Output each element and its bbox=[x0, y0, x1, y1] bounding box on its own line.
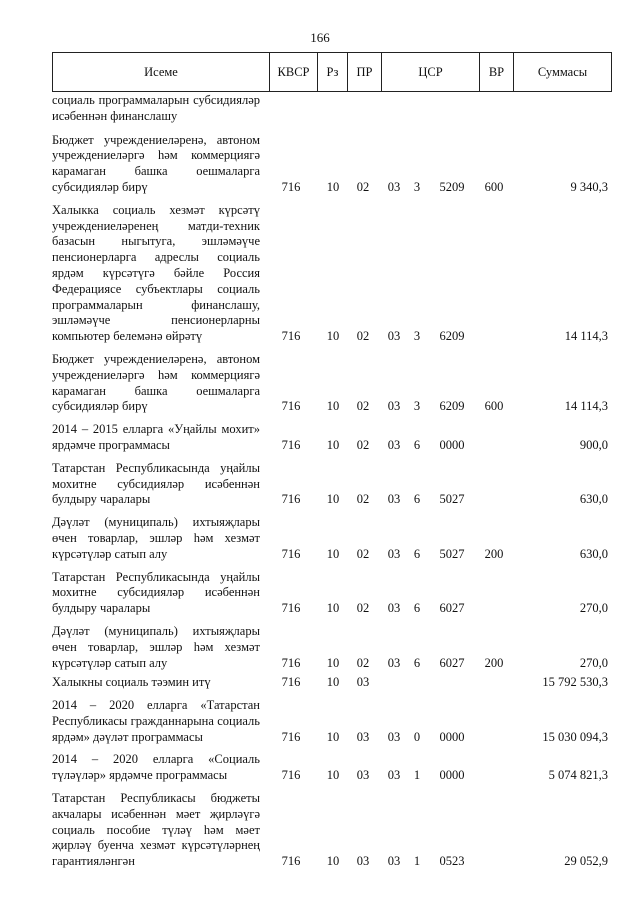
row-name: Татарстан Республикасында уңайлы мохитне субсидияләр исәбеннән булдыру чаралары bbox=[52, 569, 260, 616]
row-csr-item: 6027 bbox=[439, 655, 465, 670]
table-row bbox=[52, 570, 612, 617]
row-csr-item: 0000 bbox=[439, 768, 465, 783]
row-rz: 10 bbox=[326, 729, 340, 744]
row-name: Халыкка социаль хезмәт күрсәтү учреждениеләренең матди-техник базасын ныгытуга, эшләмәүче пенсионерларга адреслы социаль ярдәм күрсәтүгә бәйле Россия Федерациясе субъектлары социаль программаларын финанслашу, эшләмәүче пенсионерларны компьютер белемәнә өйрәтү bbox=[52, 202, 260, 344]
row-pr: 02 bbox=[356, 179, 370, 194]
row-csr-subprogram: 6 bbox=[413, 492, 421, 507]
row-pr: 02 bbox=[356, 492, 370, 507]
header-name: Исеме bbox=[144, 64, 178, 79]
row-kvsr: 716 bbox=[281, 729, 301, 744]
row-csr-program: 03 bbox=[387, 179, 401, 194]
row-rz: 10 bbox=[326, 601, 340, 616]
row-name: Халыкны социаль тәэмин итү bbox=[52, 675, 211, 690]
row-kvsr: 716 bbox=[281, 768, 301, 783]
table-row bbox=[52, 791, 612, 870]
row-csr-program: 03 bbox=[387, 854, 401, 869]
row-csr-program: 03 bbox=[387, 437, 401, 452]
row-csr-item: 0000 bbox=[439, 437, 465, 452]
row-csr-subprogram: 1 bbox=[413, 768, 421, 783]
row-name: Бюджет учреждениеләренә, автоном учреждениеләргә һәм коммерциягә карамаган башка оешмаларга субсидияләр бирү bbox=[52, 351, 260, 414]
row-name: Бюджет учреждениеләренә, автоном учреждениеләргә һәм коммерциягә карамаган башка оешмаларга субсидияләр бирү bbox=[52, 132, 260, 194]
row-csr-program: 03 bbox=[387, 768, 401, 783]
row-csr-item: 0000 bbox=[439, 729, 465, 744]
row-vr: 200 bbox=[484, 546, 504, 561]
row-kvsr: 716 bbox=[281, 437, 301, 452]
row-name: Дәүләт (муниципаль) ихтыяҗлары өчен товарлар, эшләр һәм хезмәт күрсәтүләр сатып алу bbox=[52, 623, 260, 670]
header-csr: ЦСР bbox=[381, 53, 479, 91]
row-pr: 03 bbox=[356, 675, 370, 690]
row-csr-program: 03 bbox=[387, 655, 401, 670]
row-kvsr: 716 bbox=[281, 546, 301, 561]
row-kvsr: 716 bbox=[281, 492, 301, 507]
row-sum: 900,0 bbox=[579, 437, 608, 452]
row-kvsr: 716 bbox=[281, 854, 301, 869]
row-csr-program: 03 bbox=[387, 546, 401, 561]
row-name: 2014 – 2020 елларга «Татарстан Республикасы гражданнарына социаль ярдәм» дәүләт программасы bbox=[52, 698, 260, 744]
row-rz: 10 bbox=[326, 655, 340, 670]
row-csr-subprogram: 6 bbox=[413, 655, 421, 670]
table-row bbox=[52, 698, 612, 745]
row-pr: 02 bbox=[356, 329, 370, 344]
row-sum: 9 340,3 bbox=[570, 179, 608, 194]
row-rz: 10 bbox=[326, 546, 340, 561]
row-sum: 15 030 094,3 bbox=[542, 729, 608, 744]
row-csr-subprogram: 6 bbox=[413, 601, 421, 616]
row-sum: 630,0 bbox=[579, 546, 608, 561]
table-row bbox=[52, 675, 612, 691]
table-row bbox=[52, 624, 612, 671]
row-kvsr: 716 bbox=[281, 601, 301, 616]
table-row bbox=[52, 133, 612, 196]
page-number: 166 bbox=[310, 30, 330, 45]
row-kvsr: 716 bbox=[281, 655, 301, 670]
row-csr-item: 5027 bbox=[439, 546, 465, 561]
row-csr-subprogram: 1 bbox=[413, 854, 421, 869]
row-rz: 10 bbox=[326, 854, 340, 869]
row-csr-program: 03 bbox=[387, 399, 401, 414]
row-csr-program: 03 bbox=[387, 492, 401, 507]
row-csr-program: 03 bbox=[387, 329, 401, 344]
row-rz: 10 bbox=[326, 399, 340, 414]
row-rz: 10 bbox=[326, 492, 340, 507]
row-kvsr: 716 bbox=[281, 329, 301, 344]
row-sum: 15 792 530,3 bbox=[542, 675, 608, 690]
row-name: Татарстан Республикасында уңайлы мохитне субсидияләр исәбеннән булдыру чаралары bbox=[52, 460, 260, 507]
header-vr: ВР bbox=[479, 53, 513, 91]
row-name: Дәүләт (муниципаль) ихтыяҗлары өчен товарлар, эшләр һәм хезмәт күрсәтүләр сатып алу bbox=[52, 515, 260, 561]
row-name: Татарстан Республикасы бюджеты акчалары исәбеннән мәет җирләүгә социаль пособие түләү һәм мәет җирләү буенча хезмәт күрсәтүләрнең гарантияләнгән bbox=[52, 791, 260, 869]
row-vr: 600 bbox=[484, 399, 504, 414]
row-name: 2014 – 2015 елларга «Уңайлы мохит» ярдәмче программасы bbox=[52, 422, 260, 452]
row-sum: 14 114,3 bbox=[564, 399, 608, 414]
header-pr: ПР bbox=[347, 53, 381, 91]
row-name: социаль программаларын субсидияләр исәбеннән финанслашу bbox=[52, 93, 260, 123]
row-csr-item: 6209 bbox=[439, 329, 465, 344]
row-csr-program: 03 bbox=[387, 729, 401, 744]
budget-table bbox=[52, 52, 612, 870]
row-csr-subprogram: 3 bbox=[413, 329, 421, 344]
row-rz: 10 bbox=[326, 437, 340, 452]
row-sum: 630,0 bbox=[579, 492, 608, 507]
row-csr-item: 6027 bbox=[439, 601, 465, 616]
row-csr-subprogram: 6 bbox=[413, 546, 421, 561]
row-rz: 10 bbox=[326, 675, 340, 690]
row-pr: 02 bbox=[356, 437, 370, 452]
row-pr: 02 bbox=[356, 601, 370, 616]
row-name: 2014 – 2020 елларга «Социаль түләүләр» ярдәмче программасы bbox=[52, 752, 260, 783]
row-kvsr: 716 bbox=[281, 179, 301, 194]
header-kvsr: КВСР bbox=[269, 53, 317, 91]
row-csr-item: 5027 bbox=[439, 492, 465, 507]
row-csr-item: 6209 bbox=[439, 399, 465, 414]
row-kvsr: 716 bbox=[281, 675, 301, 690]
table-row bbox=[52, 515, 612, 562]
header-rz: Рз bbox=[317, 53, 347, 91]
row-sum: 270,0 bbox=[579, 601, 608, 616]
table-row bbox=[52, 752, 612, 784]
table-row bbox=[52, 422, 612, 454]
row-rz: 10 bbox=[326, 179, 340, 194]
row-pr: 03 bbox=[356, 729, 370, 744]
row-sum: 29 052,9 bbox=[564, 854, 608, 869]
row-pr: 02 bbox=[356, 655, 370, 670]
row-csr-subprogram: 3 bbox=[413, 179, 421, 194]
row-rz: 10 bbox=[326, 768, 340, 783]
table-row bbox=[52, 461, 612, 508]
row-rz: 10 bbox=[326, 329, 340, 344]
row-sum: 270,0 bbox=[579, 655, 608, 670]
row-csr-subprogram: 3 bbox=[413, 399, 421, 414]
row-kvsr: 716 bbox=[281, 399, 301, 414]
row-vr: 600 bbox=[484, 179, 504, 194]
header-sum: Суммасы bbox=[513, 53, 611, 91]
row-csr-subprogram: 0 bbox=[413, 729, 421, 744]
row-vr: 200 bbox=[484, 655, 504, 670]
row-pr: 03 bbox=[356, 854, 370, 869]
row-sum: 14 114,3 bbox=[564, 329, 608, 344]
table-row bbox=[52, 352, 612, 415]
row-csr-item: 0523 bbox=[439, 854, 465, 869]
table-header bbox=[52, 52, 612, 92]
row-pr: 02 bbox=[356, 546, 370, 561]
row-pr: 03 bbox=[356, 768, 370, 783]
row-csr-subprogram: 6 bbox=[413, 437, 421, 452]
table-body bbox=[52, 93, 612, 870]
row-sum: 5 074 821,3 bbox=[548, 768, 608, 783]
table-row bbox=[52, 203, 612, 345]
table-row bbox=[52, 93, 612, 125]
row-pr: 02 bbox=[356, 399, 370, 414]
row-csr-item: 5209 bbox=[439, 179, 465, 194]
row-csr-program: 03 bbox=[387, 601, 401, 616]
